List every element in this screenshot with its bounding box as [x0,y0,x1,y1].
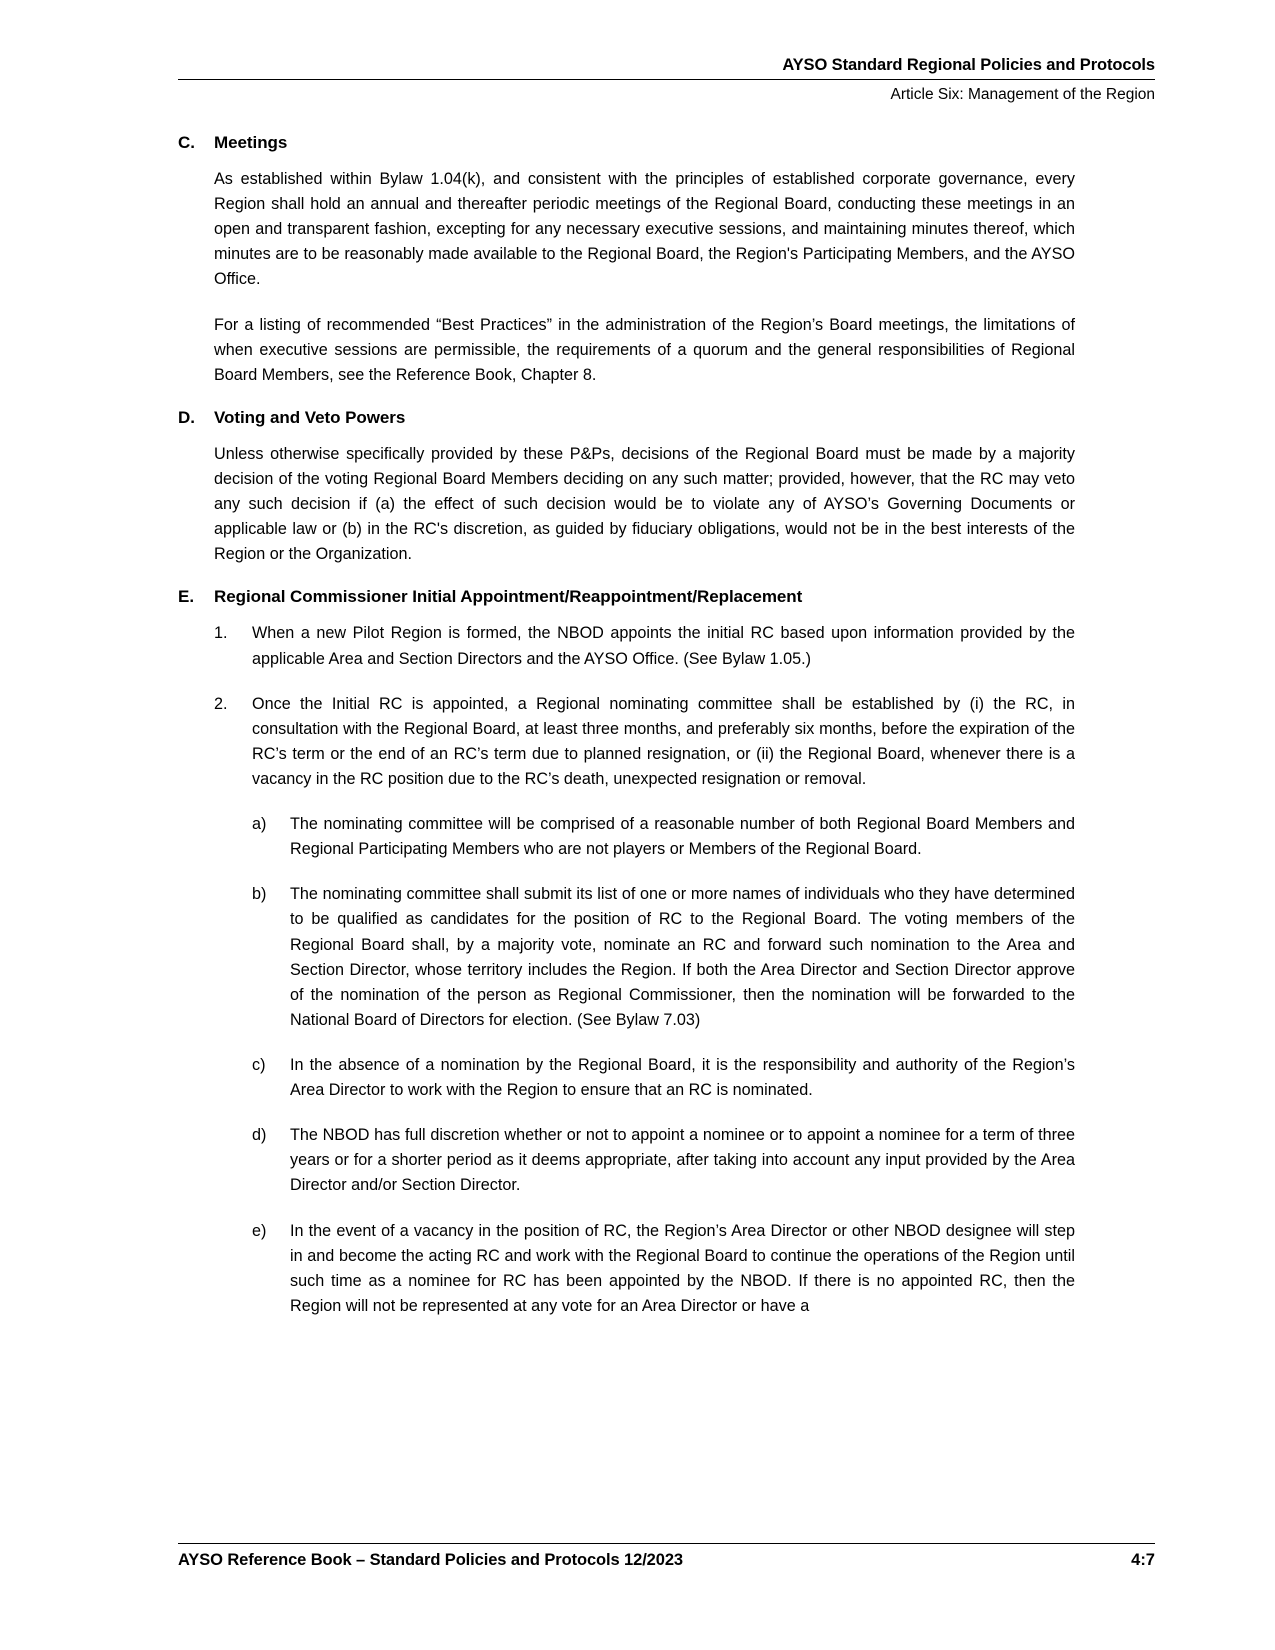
list-marker: b) [252,885,267,904]
section-letter: D. [178,407,195,427]
section-voting-and-veto-powers [178,408,1075,568]
list-item [178,1053,1075,1103]
page-footer [178,1543,1155,1570]
list-marker: a) [252,815,267,834]
document-body [178,125,1075,1339]
section-title: Voting and Veto Powers [214,407,406,427]
list-item [178,882,1075,1033]
list-text: In the event of a vacancy in the position of RC, the Region’s Area Director or other NBOD designee will step in and become the acting RC and work with the Regional Board to continue the operations of the Region until such time as a nominee for RC has been appointed by the NBOD. If there is no appointed RC, then the Region will not be represented at any vote for an Area Director or have a [290,1221,1075,1315]
section-heading [178,133,1075,153]
section-title: Meetings [214,133,288,152]
section-regional-commissioner-appointment [178,587,1075,1319]
section-title: Regional Commissioner Initial Appointment/Reappointment/Replacement [214,587,803,607]
page-header [178,56,1155,104]
list-text: The NBOD has full discretion whether or not to appoint a nominee or to appoint a nominee for a term of three years or for a shorter period as it deems appropriate, after taking into account any input provided by the Area Director and/or Section Director. [290,1126,1075,1195]
section-letter: C. [178,133,195,152]
list-marker: d) [252,1126,267,1145]
list-item [178,1123,1075,1198]
list-item [178,621,1075,671]
header-title: AYSO Standard Regional Policies and Protocols [782,56,1155,74]
list-marker: 1. [214,624,228,643]
list-marker: e) [252,1221,267,1240]
list-marker: 2. [214,694,228,713]
footer-reference: AYSO Reference Book – Standard Policies and Protocols 12/2023 [178,1551,683,1569]
section-letter: E. [178,587,195,607]
list-text: In the absence of a nomination by the Regional Board, it is the responsibility and authority of the Region’s Area Director to work with the Region to ensure that an RC is nominated. [290,1055,1075,1100]
list-item [178,1219,1075,1319]
list-marker: c) [252,1055,266,1074]
list-text: Once the Initial RC is appointed, a Regional nominating committee shall be established by (i) the RC, in consultation with the Regional Board, at least three months, and preferably six months, before the expiration of the RC’s term or the end of an RC’s term due to planned resignation, or (ii) the Regional Board, whenever there is a vacancy in the RC position due to the RC’s death, unexpected resignation or removal. [252,694,1075,788]
list-item [178,692,1075,792]
list-text: The nominating committee shall submit its list of one or more names of individuals who they have determined to be qualified as candidates for the position of RC to the Regional Board. The voting members of the Regional Board shall, by a majority vote, nominate an RC and forward such nomination to the Area and Section Director, whose territory includes the Region. If both the Area Director and Section Director approve of the nomination of the person as Regional Commissioner, then the nomination will be forwarded to the National Board of Directors for election. (See Bylaw 7.03) [290,885,1075,1029]
list-item [178,812,1075,862]
paragraph: For a listing of recommended “Best Practices” in the administration of the Region’s Board meetings, the limitations of when executive sessions are permissible, the requirements of a quorum and the general responsibilities of Regional Board Members, see the Reference Book, Chapter 8. [214,315,1075,384]
paragraph: Unless otherwise specifically provided by these P&Ps, decisions of the Regional Board must be made by a majority decision of the voting Regional Board Members deciding on any such matter; provided, however, that the RC may veto any such decision if (a) the effect of such decision would be to violate any of AYSO’s Governing Documents or applicable law or (b) in the RC's discretion, as guided by fiduciary obligations, would not be in the best interests of the Region or the Organization. [214,444,1075,564]
list-text: The nominating committee will be comprised of a reasonable number of both Regional Board Members and Regional Participating Members who are not players or Members of the Regional Board. [290,815,1075,859]
header-subtitle: Article Six: Management of the Region [890,85,1155,103]
paragraph: As established within Bylaw 1.04(k), and consistent with the principles of established corporate governance, every Region shall hold an annual and thereafter periodic meetings of the Regional Board, conducting these meetings in an open and transparent fashion, excepting for any necessary executive sessions, and maintaining minutes thereof, which minutes are to be reasonably made available to the Regional Board, the Region's Participating Members, and the AYSO Office. [214,170,1075,289]
section-heading [178,408,1075,428]
page-number: 4:7 [1131,1551,1155,1569]
footer-divider [178,1543,1155,1544]
section-heading [178,587,1075,607]
section-meetings [178,133,1075,388]
list-text: When a new Pilot Region is formed, the NBOD appoints the initial RC based upon information provided by the applicable Area and Section Directors and the AYSO Office. (See Bylaw 1.05.) [252,624,1075,668]
